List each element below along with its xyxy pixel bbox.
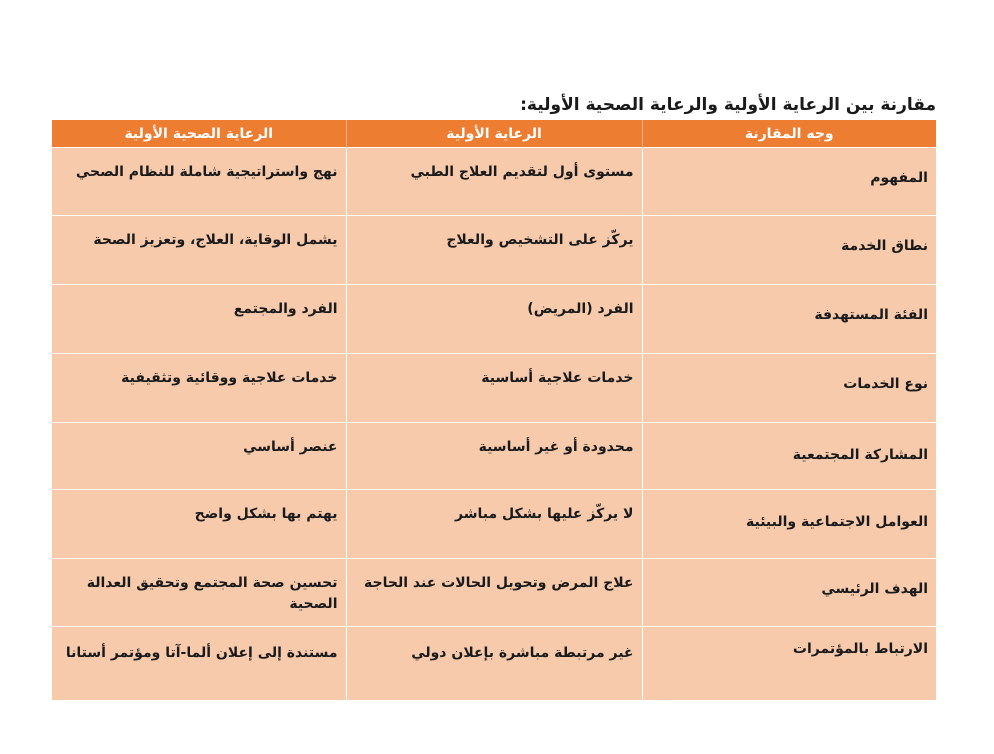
- table-row: [52, 148, 936, 216]
- table-row: [52, 354, 936, 423]
- header-primary-health-care: الرعاية الصحية الأولية: [52, 120, 346, 148]
- primary-care-cell: الفرد (المريض): [346, 285, 642, 354]
- primary-care-cell: محدودة أو غير أساسية: [346, 423, 642, 490]
- primary-health-care-cell: يشمل الوقاية، العلاج، وتعزيز الصحة: [52, 216, 346, 285]
- row-label: المشاركة المجتمعية: [642, 423, 936, 490]
- primary-care-cell: يركّز على التشخيص والعلاج: [346, 216, 642, 285]
- row-label: الارتباط بالمؤتمرات: [642, 627, 936, 701]
- table-row: [52, 285, 936, 354]
- primary-health-care-cell: الفرد والمجتمع: [52, 285, 346, 354]
- row-label: العوامل الاجتماعية والبيئية: [642, 490, 936, 559]
- row-label: نوع الخدمات: [642, 354, 936, 423]
- table-row: [52, 423, 936, 490]
- primary-health-care-cell: خدمات علاجية ووقائية وتثقيفية: [52, 354, 346, 423]
- primary-health-care-cell: مستندة إلى إعلان ألما-آتا ومؤتمر أستانا: [52, 627, 346, 701]
- primary-care-cell: خدمات علاجية أساسية: [346, 354, 642, 423]
- table-header-row: [52, 120, 936, 148]
- row-label: الفئة المستهدفة: [642, 285, 936, 354]
- row-label: المفهوم: [642, 148, 936, 216]
- primary-care-cell: غير مرتبطة مباشرة بإعلان دولي: [346, 627, 642, 701]
- table-row: [52, 559, 936, 627]
- comparison-table: [52, 120, 936, 700]
- primary-health-care-cell: يهتم بها بشكل واضح: [52, 490, 346, 559]
- row-label: نطاق الخدمة: [642, 216, 936, 285]
- row-label: الهدف الرئيسي: [642, 559, 936, 627]
- table-row: [52, 490, 936, 559]
- primary-health-care-cell: تحسين صحة المجتمع وتحقيق العدالة الصحية: [52, 559, 346, 627]
- primary-care-cell: علاج المرض وتحويل الحالات عند الحاجة: [346, 559, 642, 627]
- table-row: [52, 216, 936, 285]
- header-primary-care: الرعاية الأولية: [346, 120, 642, 148]
- primary-care-cell: مستوى أول لتقديم العلاج الطبي: [346, 148, 642, 216]
- table-row: [52, 627, 936, 701]
- primary-care-cell: لا يركّز عليها بشكل مباشر: [346, 490, 642, 559]
- page-title: مقارنة بين الرعاية الأولية والرعاية الصحية الأولية:: [520, 95, 936, 115]
- primary-health-care-cell: نهج واستراتيجية شاملة للنظام الصحي: [52, 148, 346, 216]
- primary-health-care-cell: عنصر أساسي: [52, 423, 346, 490]
- header-comparison-aspect: وجه المقارنة: [642, 120, 936, 148]
